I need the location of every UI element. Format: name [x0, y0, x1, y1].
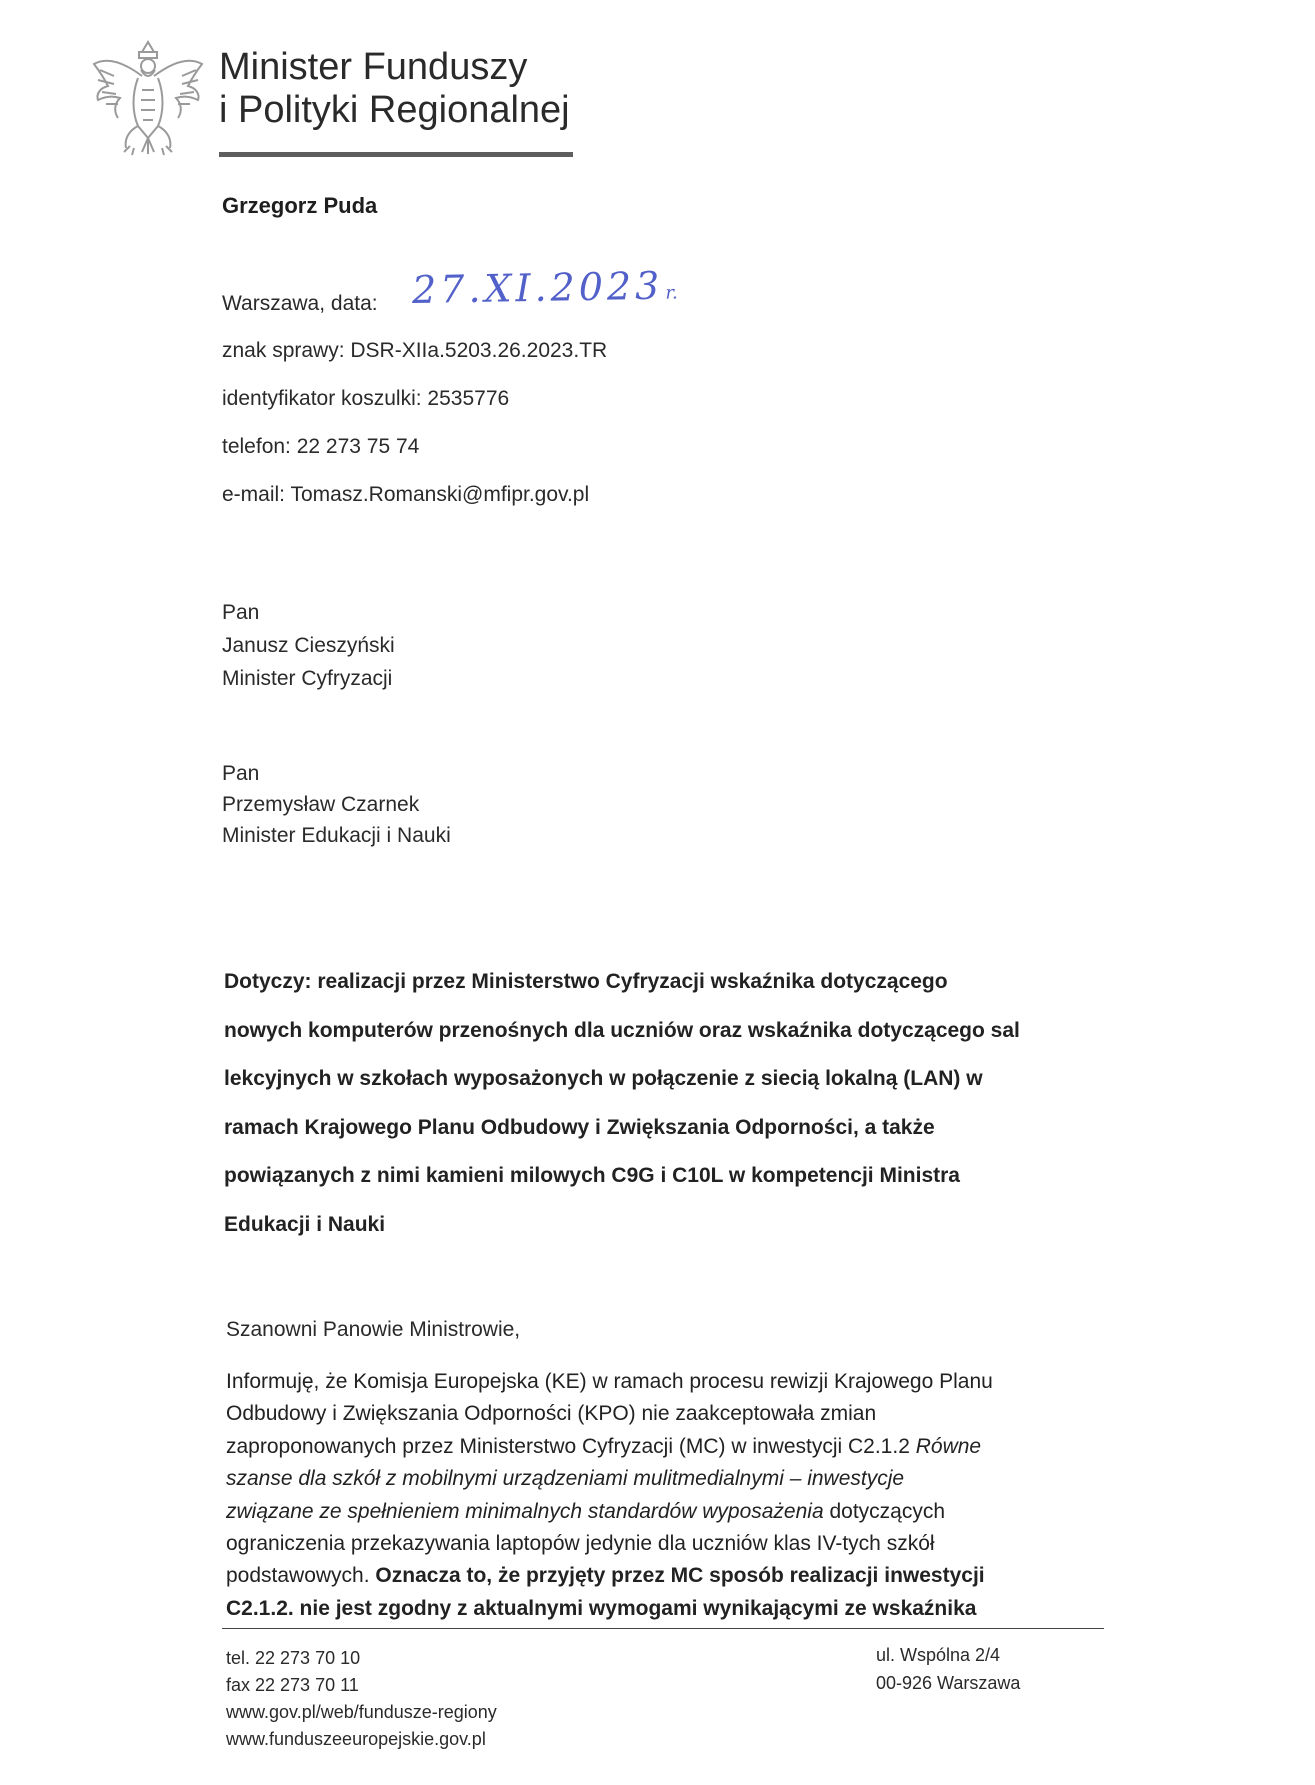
handwritten-date — [412, 263, 678, 312]
letter-body — [226, 1366, 1106, 1625]
footer-fax: fax 22 273 70 11 — [226, 1675, 359, 1695]
polish-eagle-emblem-icon — [86, 34, 210, 158]
body-text-plain: dotyczących — [823, 1499, 946, 1523]
recipient-name: Przemysław Czarnek — [222, 793, 420, 816]
body-line — [226, 1560, 1106, 1592]
investment-title-italic: Równe — [915, 1434, 982, 1458]
recipient-salutation: Pan — [222, 762, 260, 785]
institution-title-line1: Minister Funduszy — [219, 46, 528, 88]
subject-line: Edukacji i Nauki — [224, 1212, 386, 1236]
subject-line: lekcyjnych w szkołach wyposażonych w połączenie z siecią lokalną (LAN) w — [224, 1067, 983, 1090]
date-suffix: r. — [665, 282, 678, 304]
header-divider — [219, 152, 573, 157]
date-label: Warszawa, data: — [222, 292, 378, 315]
subject-line: Dotyczy: realizacji przez Ministerstwo Cyfryzacji wskaźnika dotyczącego — [224, 970, 948, 993]
body-line: ograniczenia przekazywania laptopów jedynie dla uczniów klas IV-tych szkół — [226, 1532, 935, 1556]
institution-title-line2: i Polityki Regionalnej — [219, 89, 570, 131]
recipient-role: Minister Cyfryzacji — [222, 667, 393, 690]
subject-block — [224, 958, 1104, 1249]
recipient-block — [222, 758, 451, 851]
body-text-bold: Oznacza to, że przyjęty przez MC sposób realizacji inwestycji — [375, 1564, 985, 1588]
body-line — [226, 1593, 1106, 1625]
letter-salutation: Szanowni Panowie Ministrowie, — [226, 1318, 521, 1341]
recipient-name: Janusz Cieszyński — [222, 634, 395, 657]
body-line — [226, 1463, 1106, 1495]
institution-title — [219, 46, 570, 132]
recipient-block — [222, 596, 395, 695]
footer-contact — [226, 1645, 497, 1753]
recipient-salutation: Pan — [222, 601, 260, 624]
case-number: znak sprawy: DSR-XIIa.5203.26.2023.TR — [222, 339, 608, 362]
date-value: 27.XI.2023 — [411, 263, 664, 312]
footer-city: 00-926 Warszawa — [876, 1673, 1021, 1693]
footer-street: ul. Wspólna 2/4 — [876, 1645, 1001, 1665]
signer-name: Grzegorz Puda — [222, 193, 378, 218]
body-line — [226, 1496, 1106, 1528]
subject-line: powiązanych z nimi kamieni milowych C9G i C10L w kompetencji Ministra — [224, 1164, 960, 1187]
investment-title-italic: szanse dla szkół z mobilnymi urządzeniami mulitmedialnymi – inwestycje — [226, 1467, 905, 1491]
body-line: Odbudowy i Zwiększania Odporności (KPO) nie zaakceptowała zmian — [226, 1402, 877, 1426]
body-text-plain: podstawowych. — [226, 1564, 376, 1588]
footer-website: www.funduszeeuropejskie.gov.pl — [226, 1729, 486, 1749]
subject-line: nowych komputerów przenośnych dla uczniów oraz wskaźnika dotyczącego sal — [224, 1018, 1020, 1042]
body-text-plain: zaproponowanych przez Ministerstwo Cyfryzacji (MC) w inwestycji C2.1.2 — [226, 1434, 916, 1458]
footer-divider — [222, 1628, 1104, 1629]
phone-number: telefon: 22 273 75 74 — [222, 435, 420, 458]
body-line — [226, 1431, 1106, 1463]
email-address: e-mail: Tomasz.Romanski@mfipr.gov.pl — [222, 483, 590, 506]
body-line: Informuję, że Komisja Europejska (KE) w ramach procesu rewizji Krajowego Planu — [226, 1370, 993, 1393]
recipient-role: Minister Edukacji i Nauki — [222, 824, 451, 847]
body-text-bold: C2.1.2. nie jest zgodny z aktualnymi wymogami wynikającymi ze wskaźnika — [226, 1596, 977, 1620]
investment-title-italic: związane ze spełnieniem minimalnych standardów wyposażenia — [226, 1499, 824, 1523]
footer-website: www.gov.pl/web/fundusze-regiony — [226, 1702, 497, 1722]
folder-identifier: identyfikator koszulki: 2535776 — [222, 387, 510, 410]
subject-line: ramach Krajowego Planu Odbudowy i Zwiększania Odporności, a także — [224, 1115, 935, 1139]
footer-tel: tel. 22 273 70 10 — [226, 1648, 361, 1668]
footer-address — [876, 1641, 1020, 1697]
